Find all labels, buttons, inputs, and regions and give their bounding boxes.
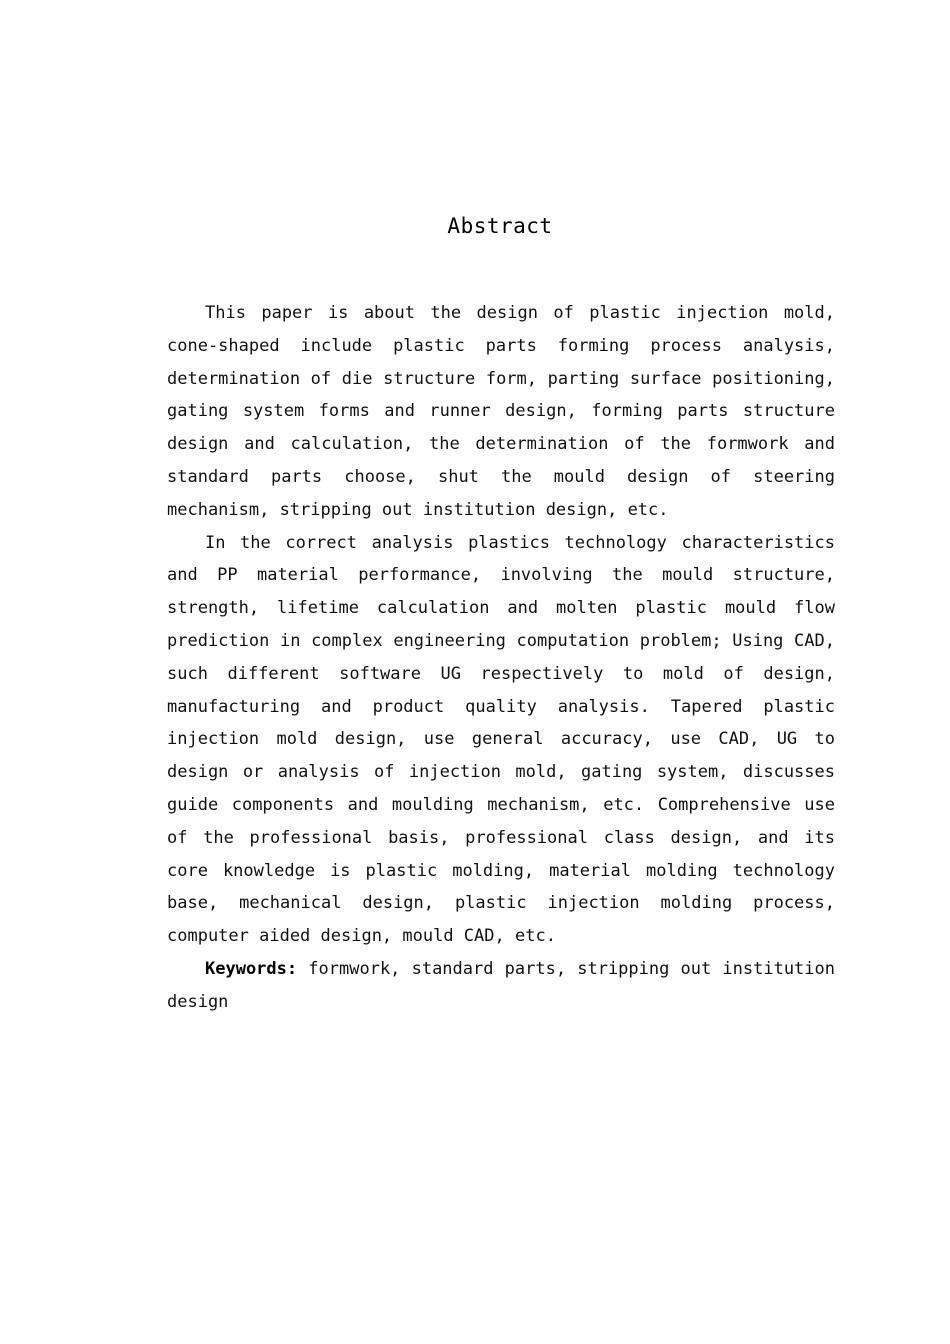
keywords-label: Keywords: (205, 958, 298, 979)
abstract-body (167, 297, 835, 1019)
keywords-line (167, 953, 835, 1019)
keywords-text: formwork, standard parts, stripping out institution design (167, 958, 835, 1012)
abstract-paragraph: In the correct analysis plastics technology characteristics and PP material performance, involving the mould structure, strength, lifetime calculation and molten plastic mould flow prediction in complex engineering computation problem; Using CAD, such different software UG respectively to mold of design, manufacturing and product quality analysis. Tapered plastic injection mold design, use general accuracy, use CAD, UG to design or analysis of injection mold, gating system, discusses guide components and moulding mechanism, etc. Comprehensive use of the professional basis, professional class design, and its core knowledge is plastic molding, material molding technology base, mechanical design, plastic injection molding process, computer aided design, mould CAD, etc. (167, 532, 835, 947)
page-title: Abstract (447, 214, 553, 238)
abstract-paragraph: This paper is about the design of plastic injection mold, cone-shaped include plastic parts forming process analysis, determination of die structure form, parting surface positioning, gating system forms and runner design, forming parts structure design and calculation, the determination of the formwork and standard parts choose, shut the mould design of steering mechanism, stripping out institution design, etc. (167, 303, 835, 520)
